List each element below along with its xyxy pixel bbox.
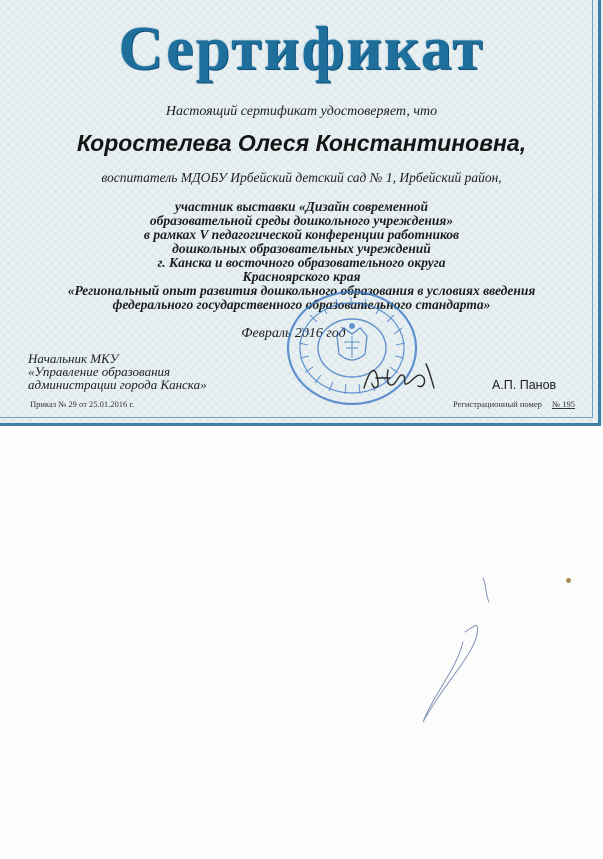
signature-icon [360,358,440,396]
issuer-line: «Управление образования [28,364,171,379]
issuer-line: администрации города Канска» [28,377,207,392]
description-line: в рамках V педагогической конференции работников [143,227,460,242]
certificate-title: Сертификат [118,15,485,83]
issue-date: Февраль 2016 год [241,326,346,341]
order-reference: Приказ № 29 от 25.01.2016 г. [30,399,135,409]
description-line: дошкольных образовательных учреждений [172,241,431,256]
description-line: участник выставки «Дизайн современной [174,199,429,214]
issuer-line: Начальник МКУ [28,351,119,366]
signer-name: А.П. Панов [492,378,557,392]
registration-number: № 195 [552,399,575,409]
pen-scribble-icon [405,572,505,742]
registration-label: Регистрационный номер [453,399,542,409]
description-line: Красноярского края [242,269,361,284]
description-line: г. Канска и восточного образовательного округа [157,255,446,270]
intro-text: Настоящий сертификат удостоверяет, что [165,104,438,119]
paper-speck [566,578,571,583]
description-line: «Региональный опыт развития дошкольного образования в условиях введения [67,283,536,298]
recipient-position: воспитатель МДОБУ Ирбейский детский сад № 1, Ирбейский район, [101,170,502,185]
recipient-name: Коростелева Олеся Константиновна, [76,130,527,156]
description-line: образовательной среды дошкольного учреждения» [149,213,454,228]
certificate [0,0,603,425]
description-line: федерального государственного образовательного стандарта» [112,297,491,312]
